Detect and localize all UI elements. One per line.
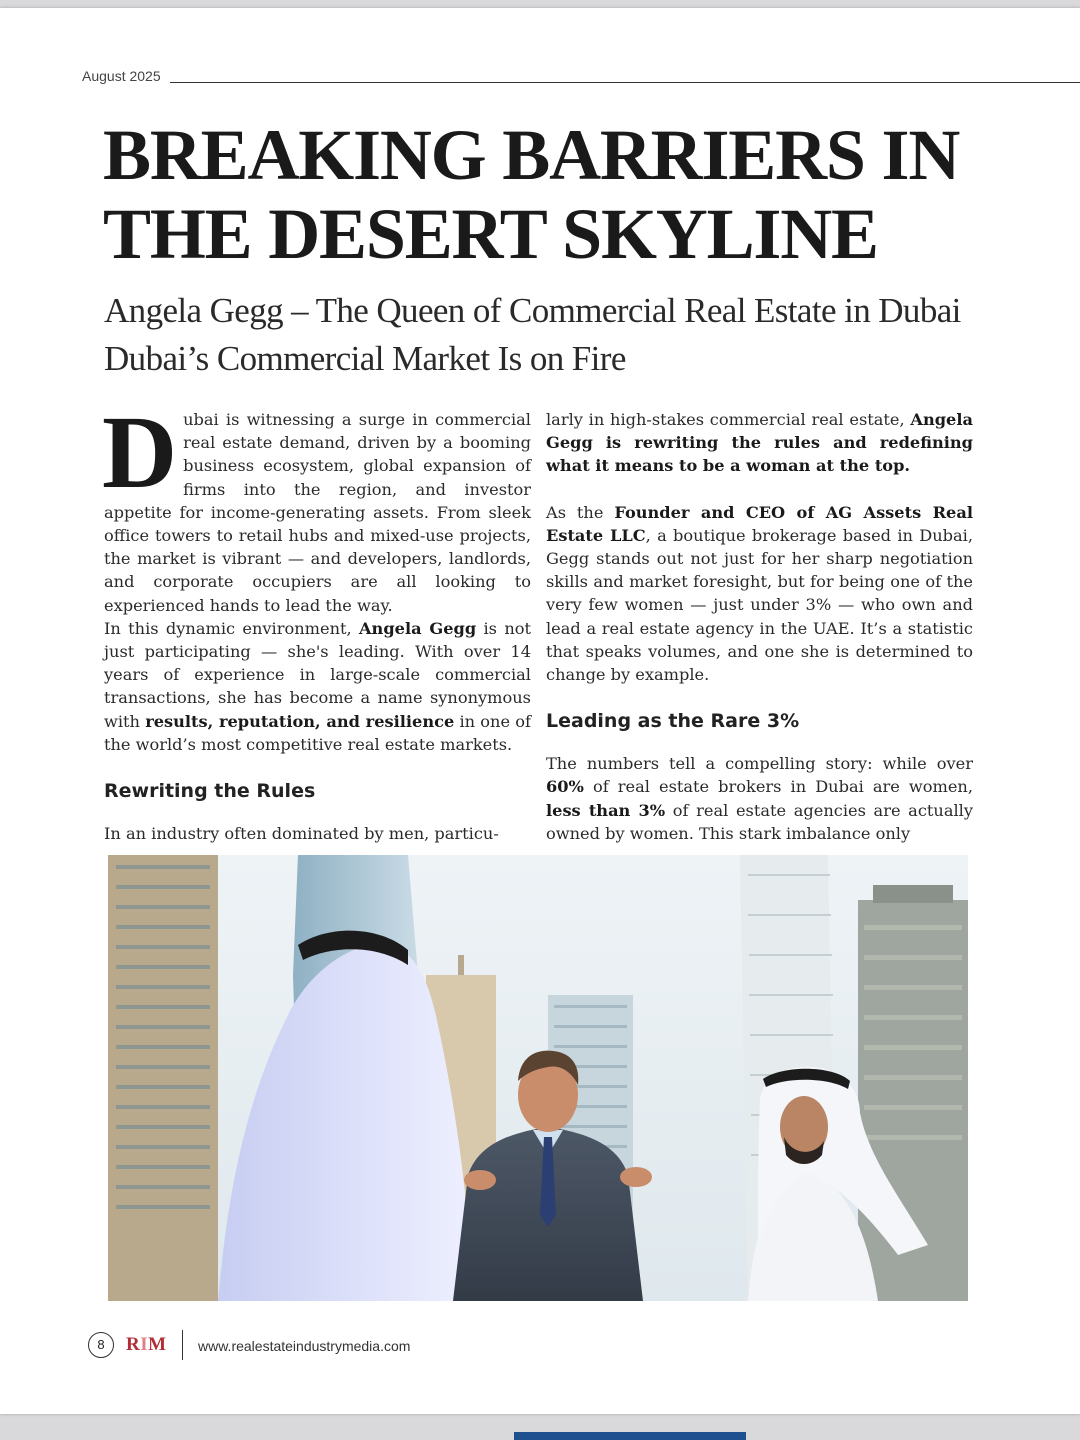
paragraph: As the Founder and CEO of AG Assets Real Estate LLC, a boutique brokerage based in Dubai, Gegg stands out not just for her sharp negotiation skills and market foresight, but for being one of the very few women — just under 3% — who own and lead a real estate agency in the UAE. It’s a statistic that speaks volumes, and one she is determined to change by example. [546,502,973,685]
magazine-page [0,8,1080,1414]
header-rule [170,82,1080,83]
headline-line-2: THE DESERT SKYLINE [103,194,878,274]
section-heading-rare-3: Leading as the Rare 3% [546,710,800,733]
issue-date: August 2025 [82,68,165,84]
footer-divider [182,1330,183,1360]
website-link[interactable]: www.realestateindustrymedia.com [198,1338,411,1354]
paragraph: larly in high-stakes commercial real estate, Angela Gegg is rewriting the rules and redefining what it means to be a woman at the top. [546,410,973,476]
paragraph: The numbers tell a compelling story: while over 60% of real estate brokers in Dubai are women, less than 3% of real estate agencies are actually owned by women. This stark imbalance only [546,754,973,843]
date-header [82,66,1080,86]
drop-cap: D [102,395,178,510]
paragraph: In an industry often dominated by men, particu- [104,824,499,844]
article-photo [108,855,968,1301]
page-number: 8 [88,1332,114,1358]
viewer-bottom-strip [514,1432,746,1440]
rim-logo: RIM [126,1334,167,1355]
intro-paragraph: Dubai is witnessing a surge in commercial real estate demand, driven by a booming business ecosystem, global expansion of firms into the region, and investor appetite for income-generating assets. From sleek office towers to retail hubs and mixed-use projects, the market is vibrant — and developers, landlords, and corporate occupiers are all looking to experienced hands to lead the way. [102,395,531,615]
page-footer [88,1328,588,1364]
article-subhead: Angela Gegg – The Queen of Commercial Real Estate in Dubai [104,291,961,330]
photo-businessmen-dubai-skyline-icon [108,855,968,1301]
section-heading-rewriting: Rewriting the Rules [104,780,316,803]
article-kicker: Dubai’s Commercial Market Is on Fire [104,339,626,378]
right-column [546,408,973,845]
article-headline [103,116,1003,274]
paragraph: In this dynamic environment, Angela Gegg is not just participating — she's leading. With over 14 years of experience in large-scale commercial transactions, she has become a name synonymous with results, reputation, and resilience in one of the world’s most competitive real estate markets. [104,618,532,754]
left-column [102,395,532,845]
headline-line-1: BREAKING BARRIERS IN [103,115,960,195]
